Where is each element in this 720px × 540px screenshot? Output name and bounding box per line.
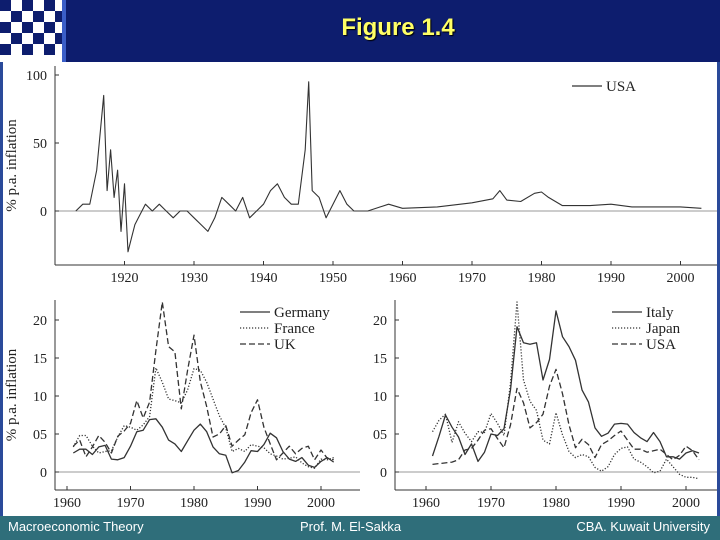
x-tick-label: 1920: [110, 271, 139, 286]
x-tick-label: 2000: [666, 271, 695, 286]
y-tick-label: 100: [26, 69, 47, 84]
chart-panel-1: [4, 66, 717, 286]
series-line-germany: [73, 419, 333, 473]
y-tick-label: 0: [380, 466, 387, 481]
y-tick-label: 20: [373, 314, 387, 329]
x-tick-label: 1930: [180, 271, 208, 286]
y-tick-label: 15: [373, 352, 387, 367]
footer-course: Macroeconomic Theory: [8, 519, 144, 534]
x-tick-label: 1980: [527, 271, 556, 286]
slide-title: Figure 1.4: [341, 14, 455, 41]
y-tick-label: 05: [373, 428, 387, 443]
series-line-usa: [76, 82, 702, 252]
legend-label: Japan: [646, 321, 681, 337]
x-tick-label: 1980: [180, 496, 208, 511]
footer-institution: CBA. Kuwait University: [576, 519, 710, 534]
x-tick-label: 1970: [458, 271, 486, 286]
x-tick-label: 1980: [542, 496, 570, 511]
y-tick-label: 50: [33, 137, 47, 152]
legend-label: Italy: [646, 305, 674, 321]
y-tick-label: 10: [373, 390, 387, 405]
x-tick-label: 1940: [249, 271, 278, 286]
y-axis-label: % p.a. inflation: [4, 348, 20, 442]
x-tick-label: 1960: [388, 271, 417, 286]
y-tick-label: 20: [33, 314, 47, 329]
x-tick-label: 1960: [412, 496, 440, 511]
footer-author: Prof. M. El-Sakka: [300, 519, 402, 534]
x-tick-label: 1990: [597, 271, 625, 286]
x-tick-label: 2000: [672, 496, 700, 511]
legend-label: UK: [274, 337, 296, 353]
chart-panel-2: [4, 300, 360, 511]
legend-label: Germany: [274, 305, 330, 321]
legend-label: France: [274, 321, 315, 337]
x-tick-label: 1960: [53, 496, 81, 511]
y-tick-label: 0: [40, 205, 47, 220]
x-tick-label: 1990: [243, 496, 272, 511]
legend-label: USA: [646, 337, 677, 353]
y-tick-label: 10: [33, 390, 47, 405]
chart-panel-3: [373, 300, 717, 511]
x-tick-label: 2000: [307, 496, 335, 511]
y-tick-label: 05: [33, 428, 47, 443]
x-tick-label: 1950: [319, 271, 347, 286]
x-tick-label: 1990: [607, 496, 635, 511]
legend-label: USA: [606, 79, 637, 95]
y-axis-label: % p.a. inflation: [4, 119, 20, 212]
series-line-usa: [433, 369, 700, 464]
x-tick-label: 1970: [116, 496, 145, 511]
x-tick-label: 1970: [477, 496, 505, 511]
y-tick-label: 0: [40, 466, 47, 481]
y-tick-label: 15: [33, 352, 47, 367]
